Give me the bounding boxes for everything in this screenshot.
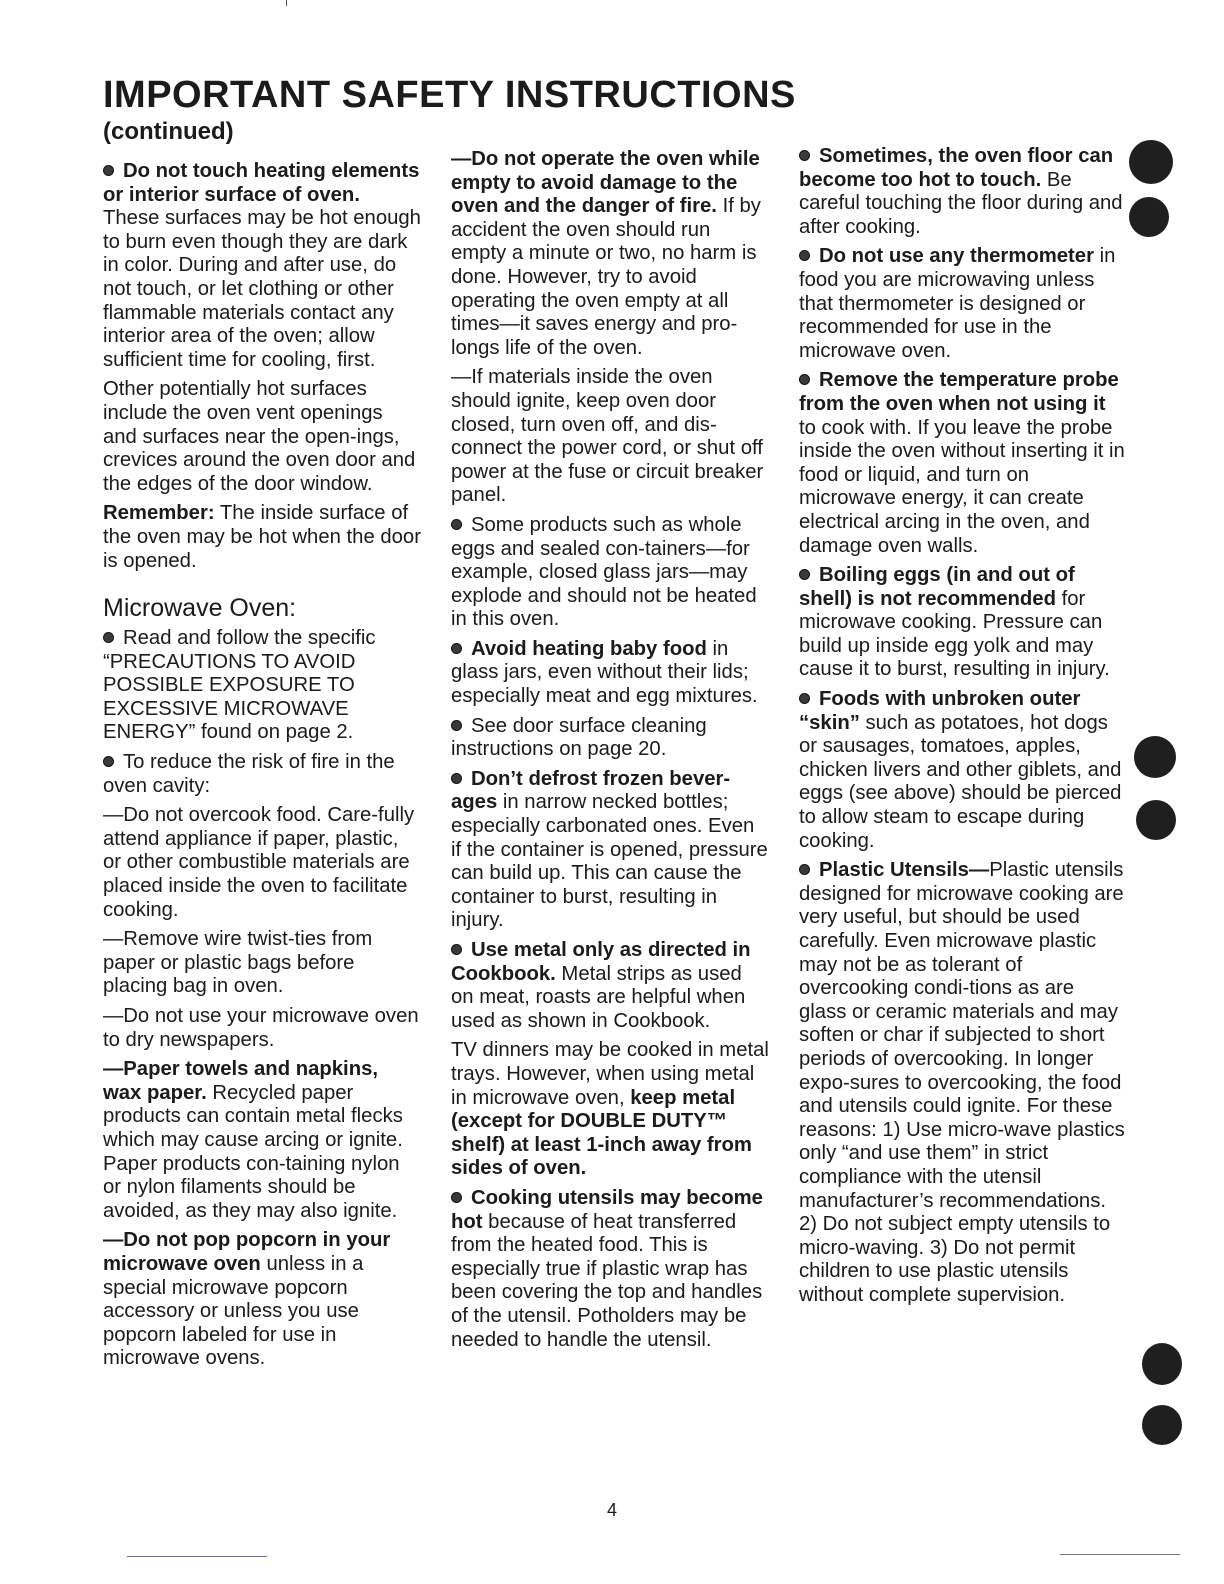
bold-text: Sometimes, the oven floor can become too hot to touch. <box>799 145 1114 191</box>
body-text: Other potentially hot surfaces include the oven vent openings and surfaces near the open-ings, crevices around the oven door and the edges of the door window. <box>103 378 416 495</box>
page-number: 4 <box>606 1500 617 1520</box>
punch-hole-mark <box>1142 1405 1182 1445</box>
punch-hole-mark <box>1136 800 1176 840</box>
punch-hole-mark <box>1129 140 1173 184</box>
bold-text: Do not use any thermometer <box>819 245 1094 268</box>
paragraph <box>799 688 1125 853</box>
paragraph <box>103 1058 421 1223</box>
bullet-icon <box>103 165 114 176</box>
paragraph <box>451 715 769 762</box>
page-subtitle: (continued) <box>103 118 234 145</box>
body-text: These surfaces may be hot enough to burn even though they are dark in color. During and after use, do not touch, or let clothing or other flammable materials contact any interior area of the oven; allow sufficient time for cooling, first. <box>103 207 421 371</box>
body-text: The inside surface of the oven may be hot when the door is opened. <box>103 502 421 572</box>
paragraph <box>103 502 421 573</box>
bold-text: Boiling eggs (in and out of shell) is not recommended <box>799 564 1075 610</box>
bold-text: Foods with unbroken outer “skin” <box>799 688 1081 734</box>
paragraph <box>451 148 769 360</box>
body-text: Plastic utensils designed for microwave cooking are very useful, but should be used carefully. Even microwave plastic may not be as tolerant of overcooking condi-tions as are glass or ceramic materials and may soften or char if subjected to short periods of overcooking. In longer expo-sures to overcooking, the food and utensils could ignite. For these reasons: 1) Use micro-wave plastics only “and use them” in strict compliance with the utensil manufacturer’s recommendations. 2) Do not subject empty utensils to micro-waving. 3) Do not permit children to use plastic utensils without complete supervision. <box>799 859 1125 1306</box>
column-2 <box>451 148 769 1358</box>
bullet-icon <box>799 569 810 580</box>
bullet-icon <box>451 944 462 955</box>
body-text: in food you are microwaving unless that thermometer is designed or recommended for use in the microwave oven. <box>799 245 1116 362</box>
body-text: —Do not use your microwave oven to dry newspapers. <box>103 1005 419 1051</box>
bullet-icon <box>103 632 114 643</box>
bullet-icon <box>451 643 462 654</box>
paragraph <box>799 564 1125 682</box>
paragraph <box>103 627 421 745</box>
punch-hole-mark <box>1142 1343 1182 1385</box>
bold-text: Cooking utensils may become hot <box>451 1186 763 1233</box>
bold-text: —Do not pop popcorn in your microwave oven <box>103 1229 391 1275</box>
paragraph <box>451 1039 769 1181</box>
paragraph <box>103 804 421 922</box>
bullet-icon <box>451 519 462 530</box>
column-1 <box>103 160 421 1377</box>
bold-text: Don’t defrost frozen bever-ages <box>451 767 731 814</box>
paragraph <box>451 514 769 632</box>
body-text: Read and follow the specific “PRECAUTIONS TO AVOID POSSIBLE EXPOSURE TO EXCESSIVE MICROWAVE ENERGY” found on page 2. <box>103 627 376 744</box>
body-text: To reduce the risk of fire in the oven cavity: <box>103 751 395 797</box>
footer-rule <box>1060 1554 1180 1555</box>
bullet-icon <box>799 693 810 704</box>
punch-hole-mark <box>1129 197 1169 237</box>
body-text: TV dinners may be cooked in metal trays. However, when using metal in microwave oven, <box>451 1039 769 1109</box>
paragraph <box>103 378 421 496</box>
body-text: See door surface cleaning instructions on page 20. <box>451 714 707 761</box>
paragraph <box>799 245 1125 363</box>
paragraph <box>451 366 769 508</box>
bold-text: Plastic Utensils— <box>819 859 990 882</box>
body-text: to cook with. If you leave the probe inside the oven without inserting it in food or liquid, and turn on microwave energy, it can create electrical arcing in the oven, and damage oven walls. <box>799 416 1125 557</box>
bold-text: Remember: <box>103 502 215 525</box>
bullet-icon <box>799 250 810 261</box>
body-text: —If materials inside the oven should ignite, keep oven door closed, turn oven off, and dis-connect the power cord, or shut off power at the fuse or circuit breaker panel. <box>451 366 764 507</box>
bold-text: Do not touch heating elements or interior surface of oven. <box>103 160 420 206</box>
bullet-icon <box>451 720 462 731</box>
page-title: IMPORTANT SAFETY INSTRUCTIONS <box>103 74 796 116</box>
paragraph <box>451 768 769 933</box>
paragraph <box>103 1005 421 1052</box>
body-text: —Remove wire twist-ties from paper or plastic bags before placing bag in oven. <box>103 928 373 998</box>
footer-rule <box>127 1556 267 1557</box>
bold-text: Avoid heating baby food <box>471 637 707 660</box>
punch-hole-mark <box>1134 736 1176 778</box>
bullet-icon <box>799 374 810 385</box>
bold-text: Use metal only as directed in Cookbook. <box>451 939 751 985</box>
body-text: If by accident the oven should run empty a minute or two, no harm is done. However, try to avoid operating the oven empty at all times—it saves energy and pro-longs life of the oven. <box>451 195 761 359</box>
paragraph <box>451 1187 769 1352</box>
paragraph <box>103 928 421 999</box>
body-text: Recycled paper products can contain metal flecks which may cause arcing or ignite. Paper products con-taining nylon or nylon filaments should be avoided, as they may also ignite. <box>103 1081 403 1222</box>
bullet-icon <box>451 1192 462 1203</box>
bullet-icon <box>799 864 810 875</box>
paragraph <box>103 1229 421 1371</box>
section-heading: Microwave Oven: <box>103 594 297 623</box>
body-text: because of heat transferred from the heated food. This is especially true if plastic wrap has been covering the top and handles of the utensil. Potholders may be needed to handle the utensil. <box>451 1210 763 1351</box>
bullet-icon <box>451 773 462 784</box>
paragraph <box>799 145 1125 239</box>
body-text: —Do not overcook food. Care-fully attend appliance if paper, plastic, or other combustible materials are placed inside the oven to facilitate cooking. <box>103 804 415 921</box>
paragraph <box>451 638 769 709</box>
bullet-icon <box>103 756 114 767</box>
body-text: Be careful touching the floor during and after cooking. <box>799 168 1123 238</box>
body-text: in glass jars, even without their lids; especially meat and egg mixtures. <box>451 637 758 708</box>
paragraph <box>799 859 1125 1307</box>
bold-text: —Paper towels and napkins, wax paper. <box>103 1058 378 1104</box>
paragraph <box>451 939 769 1033</box>
paragraph <box>103 160 421 372</box>
body-text: such as potatoes, hot dogs or sausages, tomatoes, apples, chicken livers and other giblets, and eggs (see above) should be pierced to allow steam to escape during cooking. <box>799 711 1122 852</box>
body-text: for microwave cooking. Pressure can build up inside egg yolk and may cause it to burst, resulting in injury. <box>799 587 1110 681</box>
bold-text: keep metal (except for DOUBLE DUTY™ shelf) at least 1-inch away from sides of oven. <box>451 1086 752 1180</box>
paragraph <box>103 751 421 798</box>
column-3 <box>799 145 1125 1314</box>
scan-mark <box>286 0 287 6</box>
bold-text: —Do not operate the oven while empty to avoid damage to the oven and the danger of fire. <box>451 148 760 218</box>
body-text: in narrow necked bottles; especially carbonated ones. Even if the container is opened, pressure can build up. This can cause the container to burst, resulting in injury. <box>451 791 768 932</box>
paragraph <box>799 369 1125 558</box>
body-text: Metal strips as used on meat, roasts are helpful when used as shown in Cookbook. <box>451 962 746 1032</box>
bold-text: Remove the temperature probe from the oven when not using it <box>799 369 1119 415</box>
body-text: unless in a special microwave popcorn accessory or unless you use popcorn labeled for use in microwave ovens. <box>103 1252 364 1370</box>
body-text: Some products such as whole eggs and sealed con-tainers—for example, closed glass jars—may explode and should not be heated in this oven. <box>451 513 757 631</box>
bullet-icon <box>799 150 810 161</box>
